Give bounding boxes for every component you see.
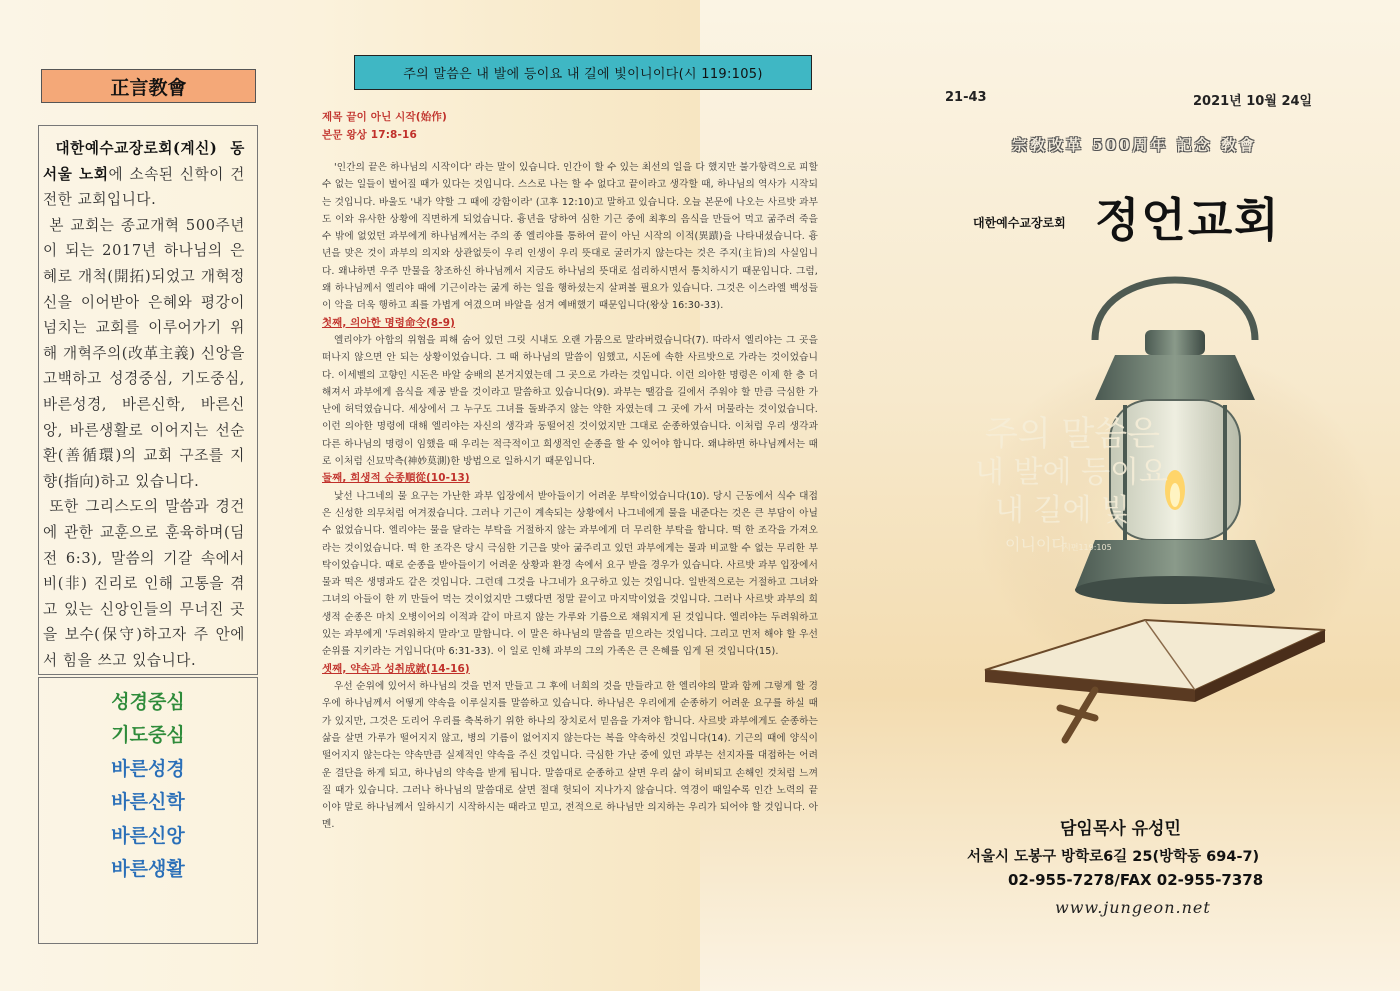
denomination-label: 대한예수교장로회 [973,216,1066,230]
intro-first-rest: 에 소속된 신학이 건전한 교회입니다. [43,165,245,209]
church-intro-text [43,136,245,673]
svg-text:이니이다: 이니이다 [1005,535,1067,554]
lantern-bible-artwork [945,250,1385,750]
section-heading-3: 셋째, 약속과 성취成就(14-16) [322,662,470,675]
issue-number: 21-43 [945,90,987,105]
sermon-title: 제목 끝이 아닌 시작(始作) [322,111,447,123]
lantern-top [1095,355,1255,400]
section-body-3: 우선 순위에 있어서 하나님의 것을 먼저 만들고 그 후에 너희의 것을 만들라고 한 엘리야의 말과 함께 그렇게 할 경우에 하나님께서 어떻게 약속을 이루실지를 말씀하고 있습니다. 하나님은 우리에게 순종하기 어려운 요구를 하실 때가 있지만, 그것은 도리어 우리를 축복하기 위한 하나의 장치로서 믿음을 가져야 합니다. 사르밧 과부에게도 순종하는 삶을 살면 가루가 떨어지지 않고, 병의 기름이 없어지지 않는다는 복을 약속하신 것입니다(14). 기근의 때에 양식이 떨어지지 않는다는 약속만큼 실제적인 약속을 주신 것입니다. 극심한 가난 중에 있던 과부는 선지자를 대접하는 어려운 결단을 하게 되고, 하나님의 약속을 받게 됩니다. 말씀대로 순종하고 살면 우리 삶이 허비되고 손해인 것처럼 느껴질 때가 있습니다. 그러나 하나님의 말씀대로 살면 절대 헛되이 지나가지 않습니다. 역경이 때일수록 인간 노력의 끝이야 말로 하나님께서 일하시기 시작하시는 때라고 믿고, 전적으로 하나님만 의지하는 우리가 되어야 할 것입니다. 아멘. [322,681,818,831]
value-prayer-centered: 기도중심 [111,724,185,747]
cross-icon [1060,690,1095,740]
pastor-name: 담임목사 유성민 [1060,819,1181,839]
anniversary-caption: 宗敎改革 500周年 記念 敎會 [1012,136,1257,154]
verse-banner: 주의 말씀은 내 발에 등이요 내 길에 빛이니이다(시 119:105) [354,55,812,90]
svg-text:내 발에 등이요: 내 발에 등이요 [975,455,1168,490]
church-intro-box [38,125,258,675]
value-bible-centered: 성경중심 [111,691,185,713]
core-values-box [38,677,258,944]
svg-text:내 길에 빛: 내 길에 빛 [995,493,1130,528]
svg-text:시편119:105: 시편119:105 [1063,543,1112,552]
svg-text:주의 말씀은: 주의 말씀은 [985,414,1161,454]
church-phone-fax: 02-955-7278/FAX 02-955-7378 [1008,871,1264,889]
value-right-faith: 바른신앙 [111,824,185,847]
sermon-article [322,109,818,961]
church-hanja-label: 正言教會 [41,69,256,103]
church-name-title: 정언교회 [1095,193,1281,247]
value-right-theology: 바른신학 [111,791,185,814]
section-heading-1: 첫째, 의아한 명령命令(8-9) [322,316,456,329]
church-website-link[interactable]: www.jungeon.net [1055,898,1211,917]
value-right-life: 바른생활 [111,858,185,881]
intro-bold-denomination: 대한예수교장로회(계신) 동서울 노회 [43,140,245,183]
church-address: 서울시 도봉구 방학로6길 25(방학동 694-7) [967,849,1260,865]
intro-paragraph-2: 본 교회는 종교개혁 500주년이 되는 2017년 하나님의 은혜로 개척(開拓)되었고 개혁정신을 이어받아 은혜와 평강이 넘치는 교회를 이루어가기 위해 개혁주의(改革主義) 신앙을 고백하고 성경중심, 기도중심, 바른성경, 바른신학, 바른신앙, 바른생활로 이어지는 선순환(善循環)의 교회 구조를 지향(指向)하고 있습니다. [43,216,245,490]
value-right-bible: 바른성경 [111,757,185,780]
section-heading-2: 둘째, 희생적 순종順從(10-13) [322,472,470,485]
intro-paragraph-1 [43,136,245,213]
issue-date: 2021년 10월 24일 [1193,94,1313,109]
section-body-2: 낯선 나그네의 물 요구는 가난한 과부 입장에서 받아들이기 어려운 부탁이었습니다(10). 당시 근동에서 식수 대접은 신성한 의무처럼 여겨졌습니다. 그러나 기근이 계속되는 상황에서 나그네에게 물을 내준다는 것은 큰 부담이 아닐 수 없었습니다. 엘리야는 물을 달라는 부탁을 거절하지 않는 과부에게 더 무리한 부탁을 합니다. 떡 한 조각을 가져오라는 것이었습니다. 떡 한 조각은 당시 극심한 기근을 맞아 굶주리고 있던 과부에게는 물과 비교할 수 없는 무리한 부탁이었습니다. 때로 순종을 받아들이기 어려운 상황과 환경 속에서 요구 받을 경우가 있습니다. 사르밧 과부 입장에서 물과 떡은 생명과도 같은 것입니다. 그런데 그것을 나그네가 요구하고 있는 것입니다. 일반적으로는 거절하고 그녀와 그녀의 아들이 한 끼 만들어 먹는 것이었지만 그랬다면 정말 끝이고 마지막이었을 것입니다. 그러나 사르밧 과부의 희생적 순종은 마치 오병이어의 이적과 같이 마르지 않는 가루와 기름으로 채워지게 된 것입니다. 엘리야는 두려워하고 있는 과부에게 '두려워하지 말라'고 말합니다. 이 말은 하나님의 말씀을 믿으라는 것입니다. 그리고 먼저 해야 할 우선순위를 지키라는 거입니다(마 6:31-33). 이 일로 인해 과부의 그의 가족은 큰 은혜를 입게 된 것입니다(15). [322,490,818,658]
section-body-1: 엘리야가 아합의 위협을 피해 숨어 있던 그릿 시내도 오랜 가뭄으로 말라버렸습니다(7). 따라서 엘리야는 그 곳을 떠나지 않으면 안 되는 상황이었습니다. 그 때 하나님의 말씀이 임했고, 시돈에 속한 사르밧으로 가라는 것이었습니다. 이세벨의 고향인 시돈은 바알 숭배의 본거지였는데 그 곳으로 가라는 것입니다. 이런 의아한 명령은 이제 한 층 더해져서 과부에게 음식을 제공 받을 것이라고 말씀하고 있습니다(9). 과부는 땔감을 길에서 주워야 할 만큼 극심한 가난에 허덕였습니다. 세상에서 그 누구도 그녀를 돌봐주지 않는 약한 자였는데 그 곳에 가서 머물라는 것이었습니다. 이런 의아한 명령에 대해 엘리야는 자신의 생각과 동떨어진 것이었지만 그대로 순종하였습니다. 이처럼 우리 생각과 다른 하나님의 명령이 임했을 때 우리는 적극적이고 희생적인 순종을 할 수 있어야 합니다. 왜냐하면 하나님께서는 때로 이처럼 신묘막측(神妙莫測)한 방법으로 일하시기 때문입니다. [322,335,818,467]
sermon-intro: '인간의 끝은 하나님의 시작이다' 라는 말이 있습니다. 인간이 할 수 있는 최선의 일을 다 했지만 불가항력으로 피할 수 없는 일들이 벌어질 때가 있다는 것입니다. 스스로 나는 할 수 없다고 끝이라고 생각할 때, 하나님의 역사가 시작되는 것입니다. 바울도 '내가 약할 그 때에 강함이라' (고후 12:10)고 말하고 있습니다. 오늘 본문에 나오는 사르밧 과부도 이와 유사한 상황에 직면하게 되었습니다. 흉년을 당하여 심한 기근 중에 최후의 음식을 만들어 먹고 굶주려 죽을 수 밖에 없었던 과부에게 하나님께서는 주의 종 엘리야를 통하여 끝이 아닌 시작의 이적(異蹟)을 나타내셨습니다. 흉년을 맞은 것이 과부의 의지와 상관없듯이 우리 인생이 우리 뜻대로 굴러가지 않는다는 것은 주지(主旨)의 사실입니다. 왜냐하면 우주 만물을 창조하신 하나님께서 지금도 하나님의 뜻대로 섭리하시면서 통치하시기 때문입니다. 그럼, 왜 하나님께서 엘리야 때에 기근이라는 굶게 하는 일을 행하셨는지 살펴볼 필요가 있습니다. 그것은 이스라엘 백성들이 악을 더욱 행하고 죄를 가볍게 여겼으며 바알을 섬겨 예배했기 때문입니다(왕상 16:30-33). [322,162,818,312]
sermon-text-reference: 본문 왕상 17:8-16 [322,128,417,141]
intro-paragraph-3: 또한 그리스도의 말씀과 경건에 관한 교훈으로 훈육하며(딤전 6:3), 말씀의 기갈 속에서 비(非) 진리로 인해 고통을 겪고 있는 신앙인들의 무너진 곳을 보수(保守)하고자 주 안에서 힘을 쓰고 있습니다. [43,498,245,669]
lantern-cap [1145,330,1205,355]
